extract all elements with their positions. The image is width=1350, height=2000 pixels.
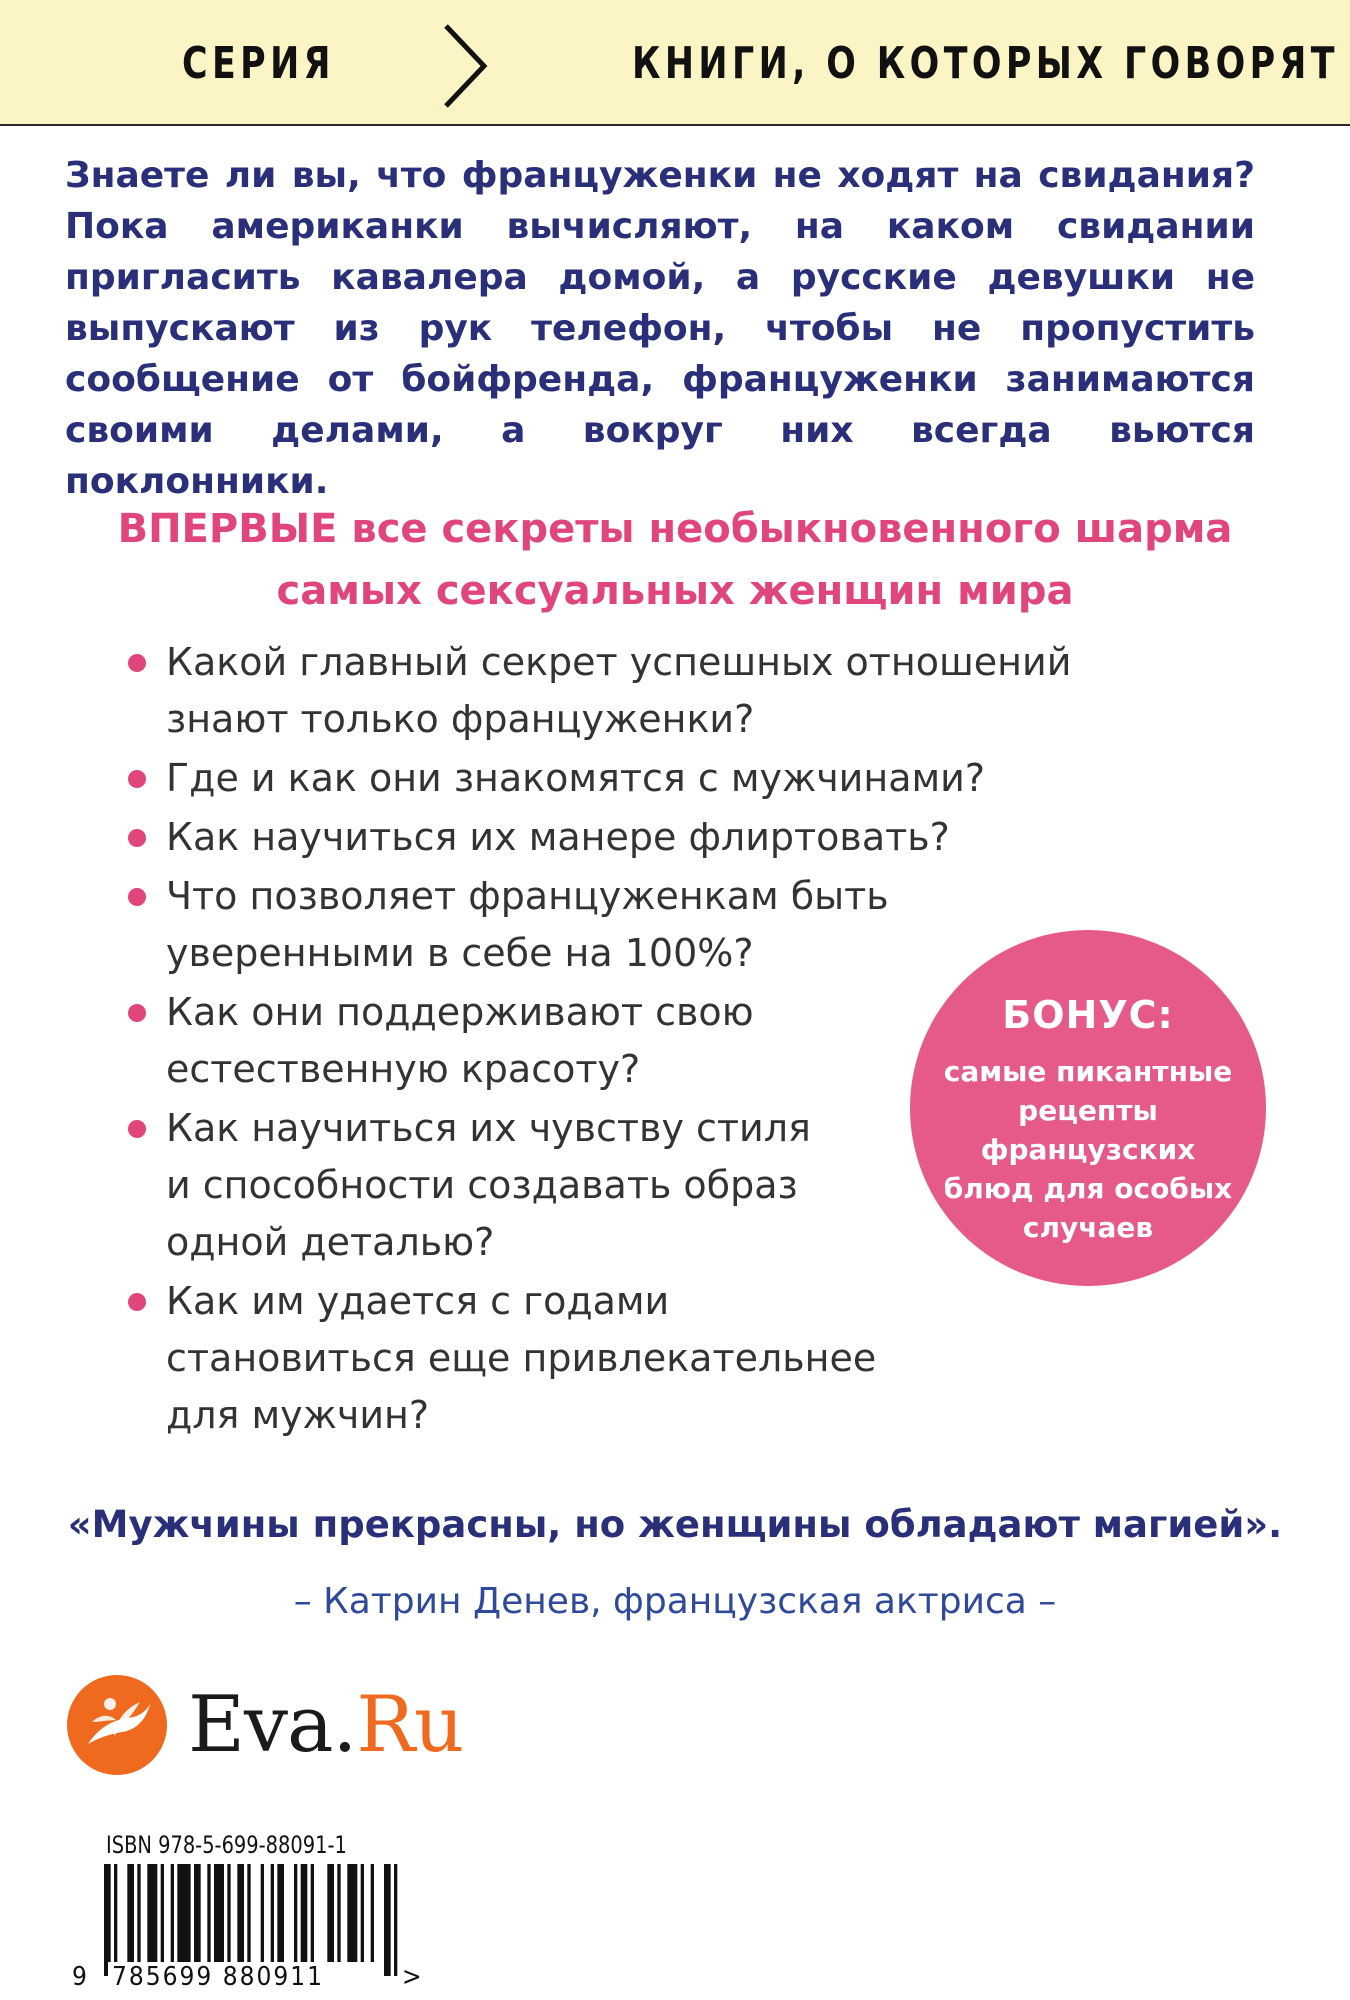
chevron-right-icon <box>440 22 490 110</box>
barcode-digit-first: 9 <box>72 1962 87 1992</box>
series-header <box>0 0 1350 126</box>
barcode-arrow: > <box>402 1962 422 1992</box>
eva-ru-logo-icon <box>66 1674 168 1776</box>
question-text: Как научиться их чувству стиля и способности создавать образ одной деталью? <box>166 1106 811 1264</box>
question-text: Как им удается с годами становиться еще привлекательнее для мужчин? <box>166 1279 877 1437</box>
headline <box>0 498 1350 622</box>
barcode-bar <box>371 1864 374 1962</box>
headline-line-2: самых сексуальных женщин мира <box>276 568 1074 614</box>
barcode-bar <box>127 1864 134 1962</box>
barcode-bar <box>327 1864 334 1962</box>
question-text: Что позволяет француженкам быть уверенными в себе на 100%? <box>166 874 889 975</box>
barcode-bar <box>394 1864 397 1976</box>
question-item <box>120 750 1120 807</box>
barcode-bar <box>261 1864 264 1976</box>
barcode-bar <box>147 1864 157 1962</box>
barcode-bar <box>277 1864 284 1962</box>
question-item <box>120 868 1120 982</box>
bonus-badge <box>910 930 1266 1286</box>
publisher-logo <box>188 1680 463 1770</box>
barcode-bar <box>347 1864 357 1962</box>
question-item <box>120 634 1120 748</box>
bullet-icon <box>128 1120 146 1138</box>
question-text: Как научиться их манере флиртовать? <box>166 815 950 859</box>
barcode-bar <box>237 1864 244 1962</box>
question-item <box>120 1273 1120 1444</box>
barcode-bar <box>294 1864 297 1962</box>
barcode-bar <box>161 1864 164 1962</box>
logo-text-ru: Ru <box>356 1680 464 1770</box>
bullet-icon <box>128 654 146 672</box>
bullet-icon <box>128 770 146 788</box>
barcode-digits-main: 785699 880911 <box>108 1962 328 1992</box>
logo-text-eva: Eva. <box>188 1680 357 1770</box>
quote-text: «Мужчины прекрасны, но женщины обладают магией». <box>67 1503 1283 1546</box>
bullet-icon <box>128 888 146 906</box>
barcode-bar <box>194 1864 201 1962</box>
series-name: КНИГИ, О КОТОРЫХ ГОВОРЯТ <box>632 38 1339 89</box>
quote-author: – Катрин Денев, французская актриса – <box>293 1581 1057 1622</box>
series-label: СЕРИЯ <box>182 38 335 89</box>
barcode-bar <box>227 1864 230 1962</box>
bullet-icon <box>128 829 146 847</box>
barcode-bar <box>171 1864 174 1962</box>
bonus-text: самые пикантные рецепты французских блюд для особых случаев <box>943 1055 1233 1244</box>
barcode-bar <box>137 1864 140 1962</box>
bullet-icon <box>128 1004 146 1022</box>
barcode-bar <box>247 1864 250 1976</box>
barcode-bar <box>207 1864 210 1962</box>
barcode-bar <box>384 1864 391 1976</box>
bullet-icon <box>128 1293 146 1311</box>
barcode-bar <box>301 1864 308 1962</box>
headline-line-1: ВПЕРВЫЕ все секреты необыкновенного шарма <box>117 506 1233 552</box>
barcode-bar <box>311 1864 314 1962</box>
barcode-bar <box>361 1864 364 1962</box>
barcode-bar <box>177 1864 190 1962</box>
isbn-label: ISBN 978-5-699-88091-1 <box>106 1831 347 1859</box>
intro-paragraph: Знаете ли вы, что француженки не ходят на свидания? Пока американки вычисляют, на каком свидании пригласить кавалера домой, а русские девушки не выпускают из рук телефон, чтобы не пропустить сообщение от бойфренда, француженки занимаются своими делами, а вокруг них всегда вьются поклонники. <box>65 155 1255 502</box>
question-text: Где и как они знакомятся с мужчинами? <box>166 756 986 800</box>
barcode-bar <box>214 1864 224 1962</box>
question-text: Какой главный секрет успешных отношений знают только француженки? <box>166 640 1072 741</box>
barcode-bar <box>337 1864 340 1962</box>
question-text: Как они поддерживают свою естественную красоту? <box>166 990 754 1091</box>
bonus-title: БОНУС: <box>1002 993 1174 1037</box>
barcode-bar <box>114 1864 117 1976</box>
barcode-bar <box>104 1864 111 1976</box>
barcode <box>104 1864 404 1976</box>
barcode-bar <box>271 1864 274 1962</box>
question-item <box>120 809 1120 866</box>
